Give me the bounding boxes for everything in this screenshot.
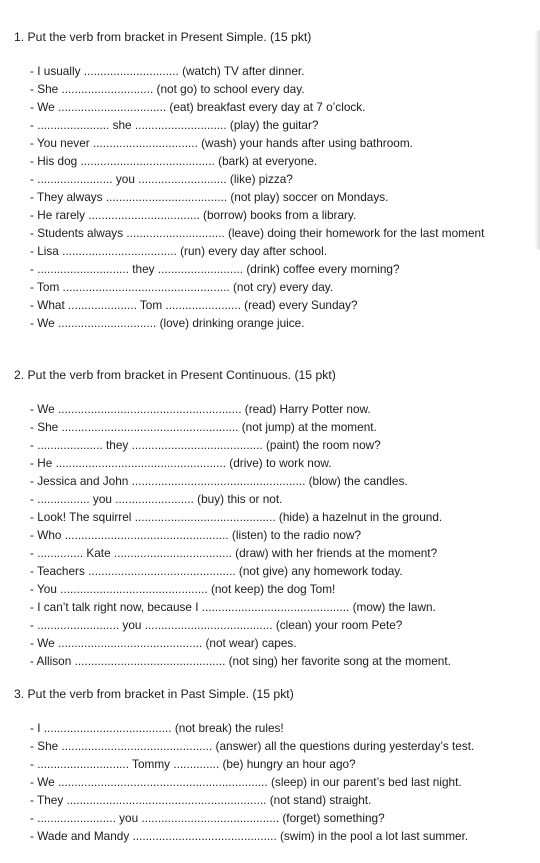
- exercise-line: - They ............................................................. (not stand) straight.: [30, 793, 372, 807]
- exercise-line: - Who .................................................. (listen) to the radio now?: [30, 528, 362, 542]
- exercise-line: - .................... they ........................................ (paint) the room now?: [30, 438, 381, 452]
- exercise-line: - You never ................................ (wash) your hands after using bathroom.: [30, 136, 413, 150]
- exercise-line: - Look! The squirrel ........................................... (hide) a hazelnut in the ground.: [30, 510, 443, 524]
- exercise-line: - They always ..................................... (not play) soccer on Mondays.: [30, 190, 389, 204]
- exercise-line: - We ................................. (eat) breakfast every day at 7 o’clock.: [30, 100, 366, 114]
- exercise-line: - We .............................. (love) drinking orange juice.: [30, 316, 305, 330]
- exercise-line: - Wade and Mandy ............................................ (swim) in the pool a lot last summer.: [30, 829, 469, 843]
- exercise-line: - We ............................................ (not wear) capes.: [30, 636, 297, 650]
- exercise-line: - ....................... you ........................... (like) pizza?: [30, 172, 293, 186]
- exercise-line: - ...................... she ............................ (play) the guitar?: [30, 118, 319, 132]
- exercise-line: - I can’t talk right now, because I ............................................. (mow) the lawn.: [30, 600, 436, 614]
- exercise-line: - Jessica and John ..................................................... (blow) the candles.: [30, 474, 408, 488]
- exercise-line: - ............................ they .......................... (drink) coffee every morning?: [30, 262, 400, 276]
- section-3-heading: 3. Put the verb from bracket in Past Simple. (15 pkt): [14, 687, 294, 701]
- exercise-line: - I usually ............................. (watch) TV after dinner.: [30, 64, 305, 78]
- section-2-heading: 2. Put the verb from bracket in Present Continuous. (15 pkt): [14, 368, 336, 382]
- page-edge-shadow: [534, 30, 540, 250]
- exercise-line: - .............. Kate .................................... (draw) with her friends at the moment?: [30, 546, 438, 560]
- exercise-line: - ......................... you ....................................... (clean) your room Pete?: [30, 618, 403, 632]
- exercise-line: - Lisa ................................... (run) every day after school.: [30, 244, 327, 258]
- exercise-line: - I ....................................... (not break) the rules!: [30, 721, 284, 735]
- exercise-line: - She ...................................................... (not jump) at the moment.: [30, 420, 377, 434]
- exercise-line: - We ........................................................ (read) Harry Potter now.: [30, 402, 371, 416]
- exercise-line: - Teachers ............................................. (not give) any homework today.: [30, 564, 403, 578]
- exercise-line: - ........................ you .......................................... (forget) something?: [30, 811, 385, 825]
- exercise-line: - ............................ Tommy .............. (be) hungry an hour ago?: [30, 757, 356, 771]
- exercise-line: - She ............................ (not go) to school every day.: [30, 82, 305, 96]
- exercise-line: - You ............................................. (not keep) the dog Tom!: [30, 582, 336, 596]
- exercise-line: - He rarely .................................. (borrow) books from a library.: [30, 208, 357, 222]
- exercise-line: - His dog ......................................... (bark) at everyone.: [30, 154, 318, 168]
- exercise-line: - ................ you ........................ (buy) this or not.: [30, 492, 283, 506]
- exercise-line: - Students always .............................. (leave) doing their homework for the last moment: [30, 226, 485, 240]
- exercise-line: - We ................................................................ (sleep) in our parent’s bed last night.: [30, 775, 462, 789]
- exercise-line: - Allison .............................................. (not sing) her favorite song at the moment.: [30, 654, 451, 668]
- exercise-line: - What ..................... Tom ....................... (read) every Sunday?: [30, 298, 358, 312]
- exercise-line: - He .................................................... (drive) to work now.: [30, 456, 332, 470]
- section-1-heading: 1. Put the verb from bracket in Present Simple. (15 pkt): [14, 30, 312, 44]
- exercise-line: - Tom ................................................... (not cry) every day.: [30, 280, 334, 294]
- exercise-line: - She .............................................. (answer) all the questions during yesterday’s test.: [30, 739, 475, 753]
